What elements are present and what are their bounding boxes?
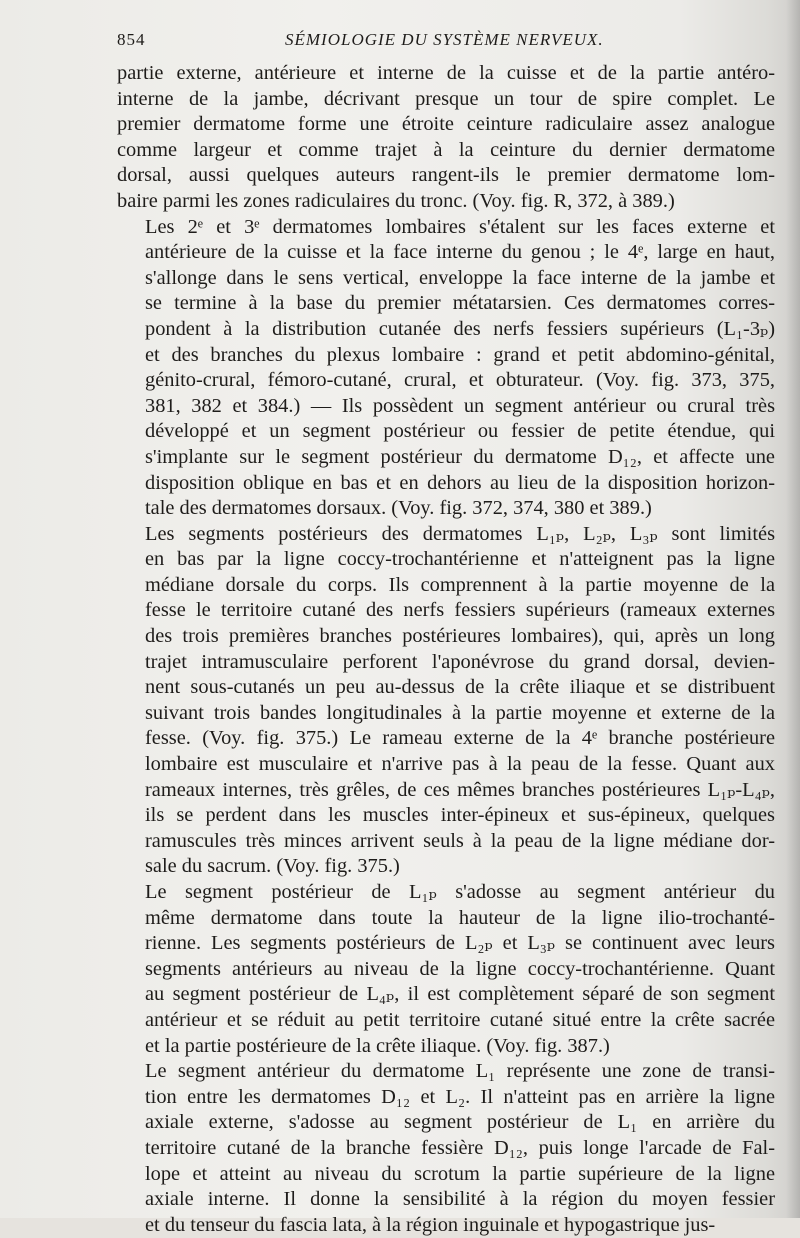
- body-text: [117, 61, 775, 1238]
- text-line: au segment postérieur de L₄ₚ, il est complètement séparé de son segment: [145, 983, 775, 1006]
- running-title: SÉMIOLOGIE DU SYSTÈME NERVEUX.: [285, 30, 604, 49]
- text-line: segments antérieurs au niveau de la ligne coccy-trochantérienne. Quant: [145, 957, 775, 980]
- text-line: ramuscules très minces arrivent seuls à la peau de la ligne médiane dor-: [145, 829, 775, 852]
- text-line: trajet intramusculaire perforent l'aponévrose du grand dorsal, devien-: [145, 650, 775, 673]
- page-number: 854: [117, 30, 146, 49]
- paragraph: [117, 522, 775, 880]
- text-line: Le segment postérieur de L₁ₚ s'adosse au segment antérieur du: [145, 881, 775, 903]
- text-line: suivant trois bandes longitudinales à la partie moyenne et externe de la: [145, 701, 775, 724]
- text-line: développé et un segment postérieur ou fessier de petite étendue, qui: [145, 420, 775, 443]
- text-line: et des branches du plexus lombaire : grand et petit abdomino-génital,: [145, 343, 775, 366]
- text-line: sale du sacrum. (Voy. fig. 375.): [145, 855, 400, 878]
- text-line: fesse. (Voy. fig. 375.) Le rameau externe de la 4ᵉ branche postérieure: [145, 727, 775, 750]
- text-line: disposition oblique en bas et en dehors au lieu de la disposition horizon-: [145, 471, 775, 494]
- paragraph: [117, 1059, 775, 1238]
- text-line: tale des dermatomes dorsaux. (Voy. fig. 372, 374, 380 et 389.): [145, 497, 652, 520]
- text-line: et la partie postérieure de la crête iliaque. (Voy. fig. 387.): [145, 1034, 610, 1057]
- text-line: interne de la jambe, décrivant presque un tour de spire complet. Le: [117, 87, 775, 110]
- text-line: Les segments postérieurs des dermatomes L₁ₚ, L₂ₚ, L₃ₚ sont limités: [145, 522, 775, 545]
- text-line: médiane dorsale du corps. Ils comprennent à la partie moyenne de la: [145, 573, 775, 596]
- text-line: se termine à la base du premier métatarsien. Ces dermatomes corres-: [145, 292, 775, 315]
- text-line: comme largeur et comme trajet à la ceinture du dernier dermatome: [117, 138, 775, 161]
- text-line: nent sous-cutanés un peu au-dessus de la crête iliaque et se distribuent: [145, 676, 775, 699]
- text-line: axiale interne. Il donne la sensibilité à la région du moyen fessier: [145, 1188, 775, 1211]
- paragraph: [117, 61, 775, 215]
- text-line: s'implante sur le segment postérieur du dermatome D₁₂, et affecte une: [145, 445, 775, 468]
- text-line: antérieure de la cuisse et la face interne du genou ; le 4ᵉ, large en haut,: [145, 241, 775, 264]
- text-line: lombaire est musculaire et n'arrive pas à la peau de la fesse. Quant aux: [145, 753, 775, 776]
- text-line: en bas par la ligne coccy-trochantérienne et n'atteignent pas la ligne: [145, 548, 775, 571]
- text-line: axiale externe, s'adosse au segment postérieur de L₁ en arrière du: [145, 1111, 775, 1134]
- text-line: des trois premières branches postérieures lombaires), qui, après un long: [145, 625, 775, 648]
- text-line: territoire cutané de la branche fessière D₁₂, puis longe l'arcade de Fal-: [145, 1136, 775, 1159]
- running-header: [117, 30, 770, 50]
- text-line: rienne. Les segments postérieurs de L₂ₚ et L₃ₚ se continuent avec leurs: [145, 932, 775, 955]
- text-line: Les 2ᵉ et 3ᵉ dermatomes lombaires s'étalent sur les faces externe et: [145, 215, 775, 238]
- paragraph: [117, 880, 775, 1059]
- text-line: fesse le territoire cutané des nerfs fessiers supérieurs (rameaux externes: [145, 599, 775, 622]
- text-line: pondent à la distribution cutanée des nerfs fessiers supérieurs (L₁-3ₚ): [145, 317, 775, 340]
- text-line: et du tenseur du fascia lata, à la région inguinale et hypogastrique jus-: [145, 1213, 716, 1236]
- page-edge-shadow: [786, 0, 800, 1218]
- text-line: antérieur et se réduit au petit territoire cutané situé entre la crête sacrée: [145, 1008, 775, 1031]
- text-line: rameaux internes, très grêles, de ces mêmes branches postérieures L₁ₚ-L₄ₚ,: [145, 778, 775, 801]
- text-line: Le segment antérieur du dermatome L₁ représente une zone de transi-: [145, 1060, 775, 1083]
- text-line: tion entre les dermatomes D₁₂ et L₂. Il n'atteint pas en arrière la ligne: [145, 1085, 775, 1108]
- text-line: 381, 382 et 384.) — Ils possèdent un segment antérieur ou crural très: [145, 394, 775, 417]
- text-line: génito-crural, fémoro-cutané, crural, et obturateur. (Voy. fig. 373, 375,: [145, 369, 775, 392]
- text-line: ils se perdent dans les muscles inter-épineux et sus-épineux, quelques: [145, 804, 775, 827]
- text-line: même dermatome dans toute la hauteur de la ligne ilio-trochanté-: [145, 906, 775, 929]
- text-line: lope et atteint au niveau du scrotum la partie supérieure de la ligne: [145, 1162, 775, 1185]
- paragraph: [117, 215, 775, 522]
- text-line: premier dermatome forme une étroite ceinture radiculaire assez analogue: [117, 113, 775, 136]
- text-line: baire parmi les zones radiculaires du tronc. (Voy. fig. R, 372, à 389.): [117, 189, 675, 212]
- text-line: partie externe, antérieure et interne de la cuisse et de la partie antéro-: [117, 62, 775, 84]
- text-line: dorsal, aussi quelques auteurs rangent-ils le premier dermatome lom-: [117, 164, 775, 187]
- text-line: s'allonge dans le sens vertical, enveloppe la face interne de la jambe et: [145, 266, 775, 289]
